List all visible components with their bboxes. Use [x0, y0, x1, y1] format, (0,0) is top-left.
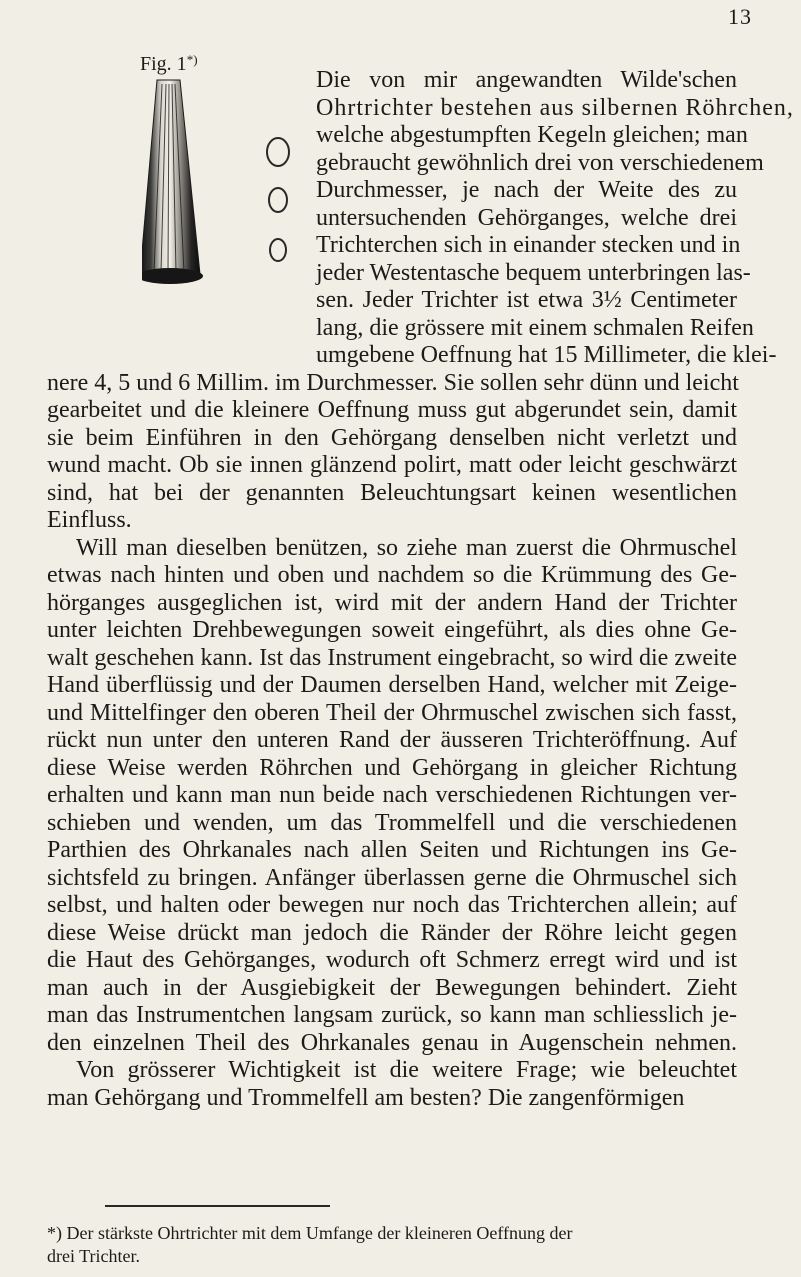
- text-line: [0, 781, 801, 809]
- text-line-content: diese Weise werden Röhrchen und Gehörgang in gleicher Richtung: [47, 754, 737, 781]
- text-line: [0, 561, 801, 589]
- figure-footnote-marker: *): [186, 52, 198, 67]
- text-line: [0, 506, 801, 534]
- text-line-content: sind, hat bei der genannten Beleuchtungsart keinen wesentlichen: [47, 479, 737, 506]
- text-line: [0, 314, 801, 342]
- text-line-content: die Haut des Gehörganges, wodurch oft Schmerz erregt wird und ist: [47, 947, 737, 973]
- text-line-content: untersuchenden Gehörganges, welche drei: [316, 204, 737, 231]
- text-line-content: Durchmesser, je nach der Weite des zu: [316, 177, 737, 203]
- text-line-content: sie beim Einführen in den Gehörgang denselben nicht verletzt und: [47, 424, 737, 451]
- text-line: [0, 754, 801, 782]
- text-line: [0, 919, 801, 947]
- text-line-content: und Mittelfinger den oberen Theil der Ohrmuschel zwischen sich fasst,: [47, 699, 737, 726]
- text-line-content: Trichterchen sich in einander stecken und in: [316, 232, 741, 258]
- text-line-content: man Gehörgang und Trommelfell am besten? Die zangenförmigen: [47, 1084, 685, 1111]
- text-line-content: Von grösserer Wichtigkeit ist die weitere Frage; wie beleuchtet: [76, 1057, 737, 1083]
- text-line: [0, 1084, 801, 1112]
- footnote-rule: [105, 1205, 330, 1207]
- text-line-content: rückt nun unter den unteren Rand der äusseren Trichteröffnung. Auf: [47, 727, 737, 753]
- text-line: [0, 836, 801, 864]
- text-line: [0, 589, 801, 617]
- text-line-content: schieben und wenden, um das Trommelfell und die verschiedenen: [47, 809, 737, 836]
- page-number: 13: [728, 4, 752, 29]
- figure-label-text: Fig. 1: [140, 53, 187, 75]
- text-line: [0, 286, 801, 314]
- text-line-content: welche abgestumpften Kegeln gleichen; man: [316, 122, 748, 148]
- text-line: [0, 809, 801, 837]
- text-line-content: diese Weise drückt man jedoch die Ränder der Röhre leicht gegen: [47, 919, 737, 946]
- footnote-line-2: drei Trichter.: [47, 1246, 140, 1266]
- text-line-content: unter leichten Drehbewegungen soweit eingeführt, als dies ohne Ge-: [47, 617, 737, 643]
- text-line: [0, 204, 801, 232]
- text-line-content: den einzelnen Theil des Ohrkanales genau in Augenschein nehmen.: [47, 1029, 737, 1056]
- text-line: [0, 946, 801, 974]
- text-line-content: hörganges ausgeglichen ist, wird mit der andern Hand der Trichter: [47, 589, 737, 616]
- text-line: [0, 644, 801, 672]
- text-line-content: Parthien des Ohrkanales nach allen Seiten und Richtungen ins Ge-: [47, 837, 737, 863]
- text-line: [0, 121, 801, 149]
- text-line: [0, 699, 801, 727]
- text-line-content: nere 4, 5 und 6 Millim. im Durchmesser. Sie sollen sehr dünn und leicht: [47, 369, 739, 396]
- text-line: [0, 451, 801, 479]
- text-line-content: selbst, und halten oder bewegen nur noch das Trichterchen allein; auf: [47, 892, 737, 918]
- text-line-content: man das Instrumentchen langsam zurück, so kann man schliesslich je-: [47, 1002, 737, 1028]
- text-line: [0, 259, 801, 287]
- text-line: [0, 726, 801, 754]
- text-line: [0, 616, 801, 644]
- text-line: [0, 479, 801, 507]
- text-line: [0, 1001, 801, 1029]
- text-line-content: jeder Westentasche bequem unterbringen las-: [316, 259, 751, 286]
- text-line-content: Einfluss.: [47, 507, 132, 533]
- text-line: [0, 974, 801, 1002]
- text-line-content: sen. Jeder Trichter ist etwa 3½ Centimeter: [316, 287, 737, 313]
- text-line: [0, 94, 801, 122]
- footnote-line-1: *) Der stärkste Ohrtrichter mit dem Umfange der kleineren Oeffnung der: [47, 1223, 573, 1243]
- text-line: [0, 1056, 801, 1084]
- text-line-content: Will man dieselben benützen, so ziehe man zuerst die Ohrmuschel: [76, 534, 737, 561]
- text-line-content: Hand überflüssig und der Daumen derselben Hand, welcher mit Zeige-: [47, 672, 737, 698]
- text-line-content: Die von mir angewandten Wilde'schen: [316, 67, 737, 93]
- text-line-content: erhalten und kann man nun beide nach verschiedenen Richtungen ver-: [47, 782, 737, 808]
- text-line-content: gebraucht gewöhnlich drei von verschiedenem: [316, 149, 764, 176]
- text-line: [0, 341, 801, 369]
- text-line: [0, 671, 801, 699]
- text-line-content: sichtsfeld zu bringen. Anfänger überlassen gerne die Ohrmuschel sich: [47, 864, 737, 891]
- text-line-content: umgebene Oeffnung hat 15 Millimeter, die klei-: [316, 342, 777, 368]
- text-line-content: walt geschehen kann. Ist das Instrument eingebracht, so wird die zweite: [47, 644, 737, 671]
- text-line: [0, 66, 801, 94]
- text-line-content: etwas nach hinten und oben und nachdem so die Krümmung des Ge-: [47, 562, 737, 588]
- text-line: [0, 396, 801, 424]
- text-line: [0, 534, 801, 562]
- text-line: [0, 424, 801, 452]
- text-line-content: gearbeitet und die kleinere Oeffnung muss gut abgerundet sein, damit: [47, 397, 737, 423]
- text-line: [0, 149, 801, 177]
- text-line: [0, 1029, 801, 1057]
- text-line: [0, 891, 801, 919]
- text-line: [0, 231, 801, 259]
- text-line-content: man auch in der Ausgiebigkeit der Bewegungen behindert. Zieht: [47, 974, 737, 1001]
- text-line-content: lang, die grössere mit einem schmalen Reifen: [316, 314, 754, 341]
- text-line: [0, 369, 801, 397]
- text-line: [0, 176, 801, 204]
- text-line: [0, 864, 801, 892]
- text-line-content: Ohrtrichter bestehen aus silbernen Röhrchen,: [316, 94, 794, 121]
- text-line-content: wund macht. Ob sie innen glänzend polirt, matt oder leicht geschwärzt: [47, 452, 737, 478]
